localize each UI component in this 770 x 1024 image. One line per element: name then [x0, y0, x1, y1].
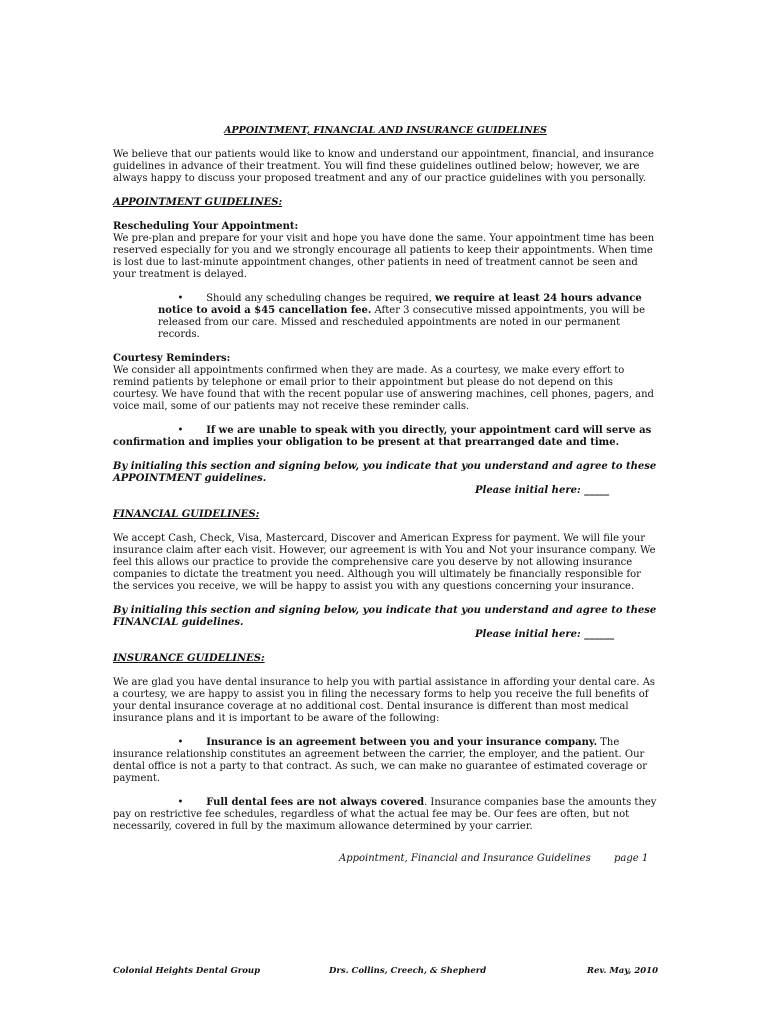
- missed-appointments-text: After 3 consecutive missed appointments, you will be released from our care. Missed and rescheduled appointments are noted in our permanent records.: [158, 305, 645, 340]
- financial-agreement-text: By initialing this section and signing below, you indicate that you understand and agree to these FINANCIAL guidelines.: [113, 605, 657, 628]
- full-fees-lead: Full dental fees are not always covered: [206, 797, 425, 808]
- insurance-agreement-lead: Insurance is an agreement between you and your insurance company.: [206, 737, 598, 748]
- scheduling-bullet: [113, 293, 658, 341]
- document-title: APPOINTMENT, FINANCIAL AND INSURANCE GUIDELINES: [224, 125, 547, 136]
- document-body: [113, 125, 658, 845]
- page-footer: [339, 853, 669, 864]
- scheduling-bullet-lead: Should any scheduling changes be required,: [206, 293, 432, 304]
- financial-heading: FINANCIAL GUIDELINES:: [113, 509, 260, 520]
- courtesy-block: [113, 353, 658, 413]
- practice-name: Colonial Heights Dental Group: [113, 966, 261, 976]
- intro-paragraph: We believe that our patients would like to know and understand our appointment, financial, and insurance guidelines in advance of their treatment. You will find these guidelines outlined below; however, we are always happy to discuss your proposed treatment and any of our practice guidelines with you personally.: [113, 149, 654, 184]
- appointment-heading: APPOINTMENT GUIDELINES:: [113, 197, 283, 208]
- insurance-text: We are glad you have dental insurance to help you with partial assistance in affording your dental care. As a courtesy, we are happy to assist you in filing the necessary forms to help you receive the full benefits of your dental insurance coverage at no additional cost. Dental insurance is different than most medical insurance plans and it is important to be aware of the following:: [113, 677, 656, 724]
- full-fees-bullet: [113, 797, 658, 833]
- appointment-agreement-text: By initialing this section and signing below, you indicate that you understand and agree to these APPOINTMENT guidelines.: [113, 461, 657, 484]
- full-fees-rest: . Insurance companies base the amounts they pay on restrictive fee schedules, regardless of what the actual fee may be. Our fees are often, but not necessarily, covered in full by the maximum allowance determined by your carrier.: [113, 797, 657, 832]
- bullet-icon: •: [177, 293, 184, 304]
- courtesy-heading: Courtesy Reminders:: [113, 353, 231, 364]
- footer-document-name: Appointment, Financial and Insurance Guidelines: [339, 853, 591, 864]
- rescheduling-block: [113, 221, 658, 281]
- financial-agreement: [113, 605, 658, 641]
- financial-initial-field[interactable]: Please initial here: ______: [475, 629, 615, 640]
- appointment-card-bullet: [113, 425, 658, 449]
- appointment-agreement: [113, 461, 658, 497]
- insurance-heading: INSURANCE GUIDELINES:: [113, 653, 265, 664]
- insurance-agreement-bullet: [113, 737, 658, 785]
- financial-text: We accept Cash, Check, Visa, Mastercard, Discover and American Express for payment. We will file your insurance claim after each visit. However, our agreement is with You and Not your insurance company. We feel this allows our practice to provide the comprehensive care you deserve by not allowing insurance companies to dictate the treatment you need. Although you will ultimately be financially responsible for the services you receive, we will be happy to assist you with any questions concerning your insurance.: [113, 533, 656, 592]
- rescheduling-text: We pre-plan and prepare for your visit and hope you have done the same. Your appointment time has been reserved especially for you and we strongly encourage all patients to keep their appointments. When time is lost due to last-minute appointment changes, other patients in need of treatment cannot be seen and your treatment is delayed.: [113, 233, 655, 280]
- revision-date: Rev. May, 2010: [586, 966, 658, 976]
- rescheduling-heading: Rescheduling Your Appointment:: [113, 221, 299, 232]
- bullet-icon: •: [177, 425, 184, 436]
- bullet-icon: •: [177, 737, 184, 748]
- appointment-initial-field[interactable]: Please initial here: _____: [475, 485, 610, 496]
- appointment-card-text: If we are unable to speak with you directly, your appointment card will serve as confirmation and implies your obligation to be present at that prearranged date and time.: [113, 425, 652, 448]
- page-number: page 1: [614, 853, 649, 864]
- courtesy-text: We consider all appointments confirmed when they are made. As a courtesy, we make every effort to remind patients by telephone or email prior to their appointment but please do not depend on this courtesy. We have found that with the recent popular use of answering machines, cell phones, pagers, and voice mail, some of our patients may not receive these reminder calls.: [113, 365, 654, 412]
- doctor-names: Drs. Collins, Creech, & Shepherd: [329, 966, 487, 976]
- bullet-icon: •: [177, 797, 184, 808]
- insurance-agreement-rest: The insurance relationship constitutes an agreement between the carrier, the employer, and the patient. Our dental office is not a party to that contract. As such, we can make no guarantee of estimated coverage or payment.: [113, 737, 648, 784]
- cancellation-fee-notice: we require at least 24 hours advance notice to avoid a $45 cancellation fee.: [158, 293, 642, 316]
